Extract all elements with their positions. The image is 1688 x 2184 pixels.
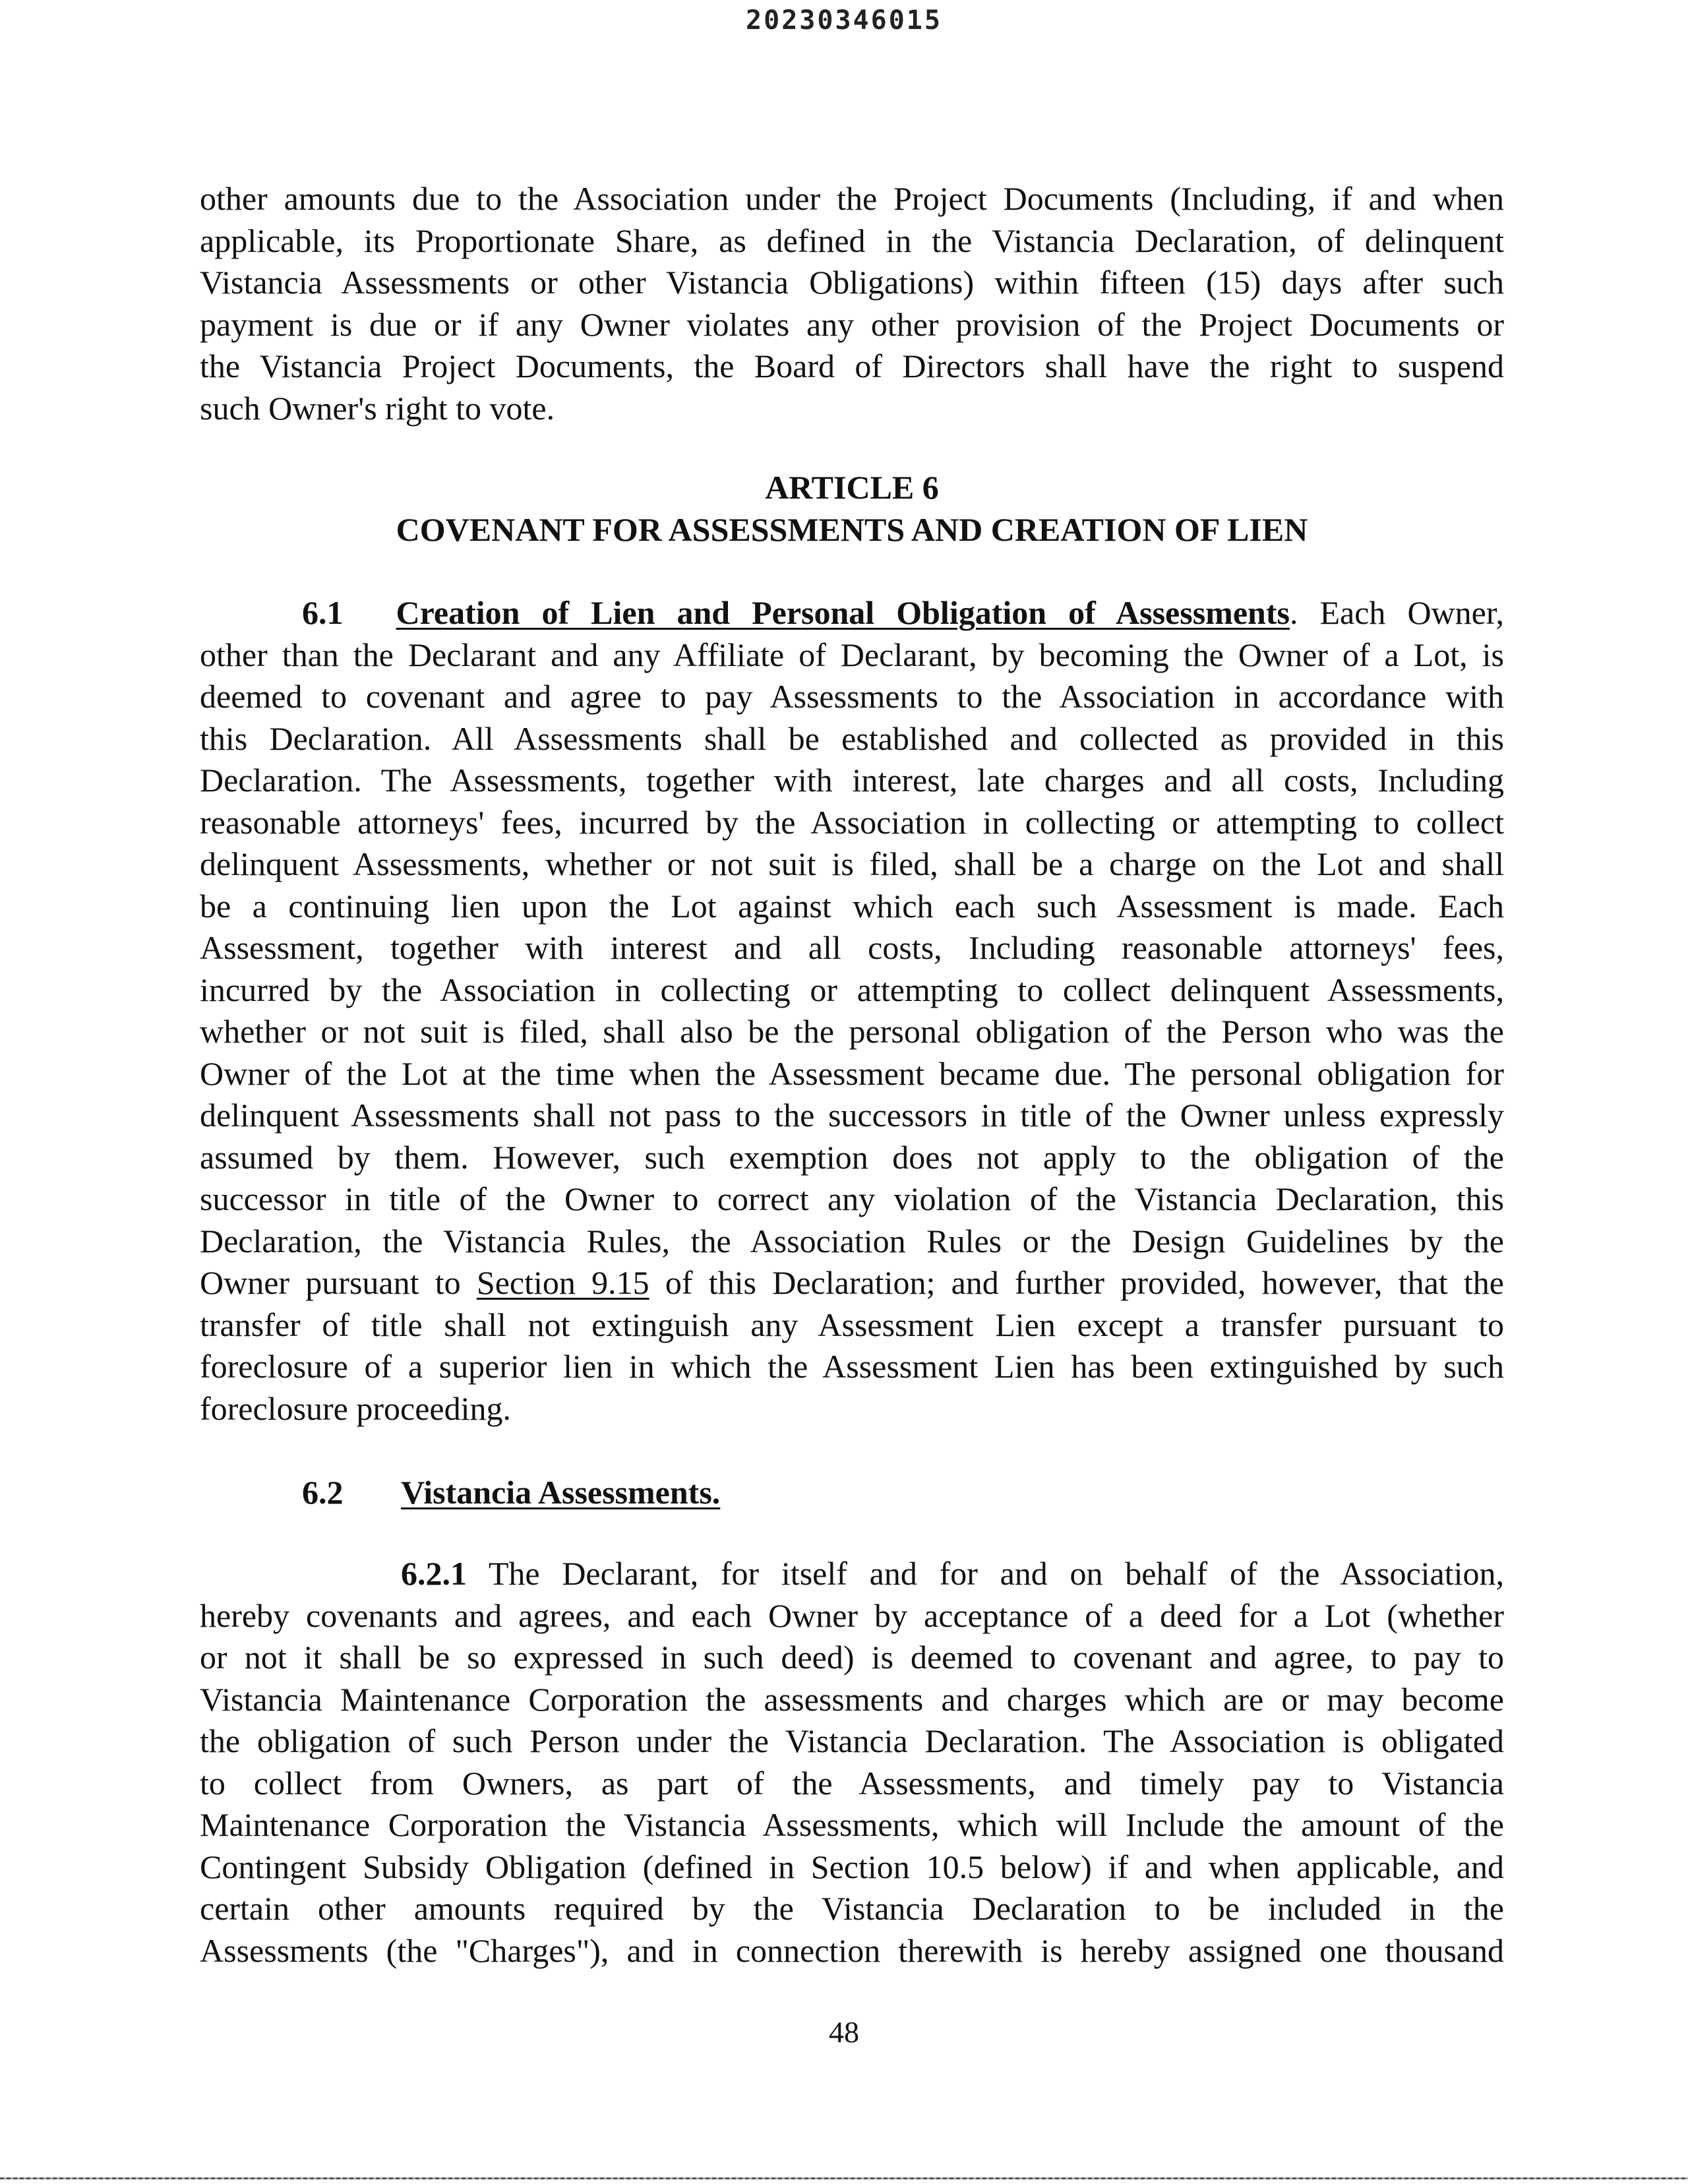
section-6-1	[200, 592, 1504, 1430]
section-6-2-1-first-line	[200, 1553, 1504, 1595]
paragraph-line: applicable, its Proportionate Share, as defined in the Vistancia Declaration, of delinquent	[200, 222, 1504, 259]
intro-paragraph	[200, 178, 1504, 429]
section-number: 6.1	[302, 594, 344, 631]
section-reference-link[interactable]: Section 9.15	[476, 1264, 649, 1301]
paragraph-line: Contingent Subsidy Obligation (defined in Section 10.5 below) if and when applicable, and	[200, 1848, 1504, 1885]
paragraph-line: Declaration. The Assessments, together with interest, late charges and all costs, Including	[200, 762, 1504, 799]
paragraph-line: other than the Declarant and any Affiliate of Declarant, by becoming the Owner of a Lot, is	[200, 636, 1504, 673]
paragraph-line: Assessment, together with interest and all costs, Including reasonable attorneys' fees,	[200, 929, 1504, 966]
paragraph-line: the Vistancia Project Documents, the Board of Directors shall have the right to suspend	[200, 348, 1504, 384]
subsection-number: 6.2.1	[401, 1555, 467, 1592]
subsection-first-line-text: The Declarant, for itself and for and on behalf of the Association,	[467, 1555, 1504, 1592]
paragraph-line: such Owner's right to vote.	[200, 389, 555, 427]
scan-edge-divider	[0, 2177, 1688, 2179]
article-title: COVENANT FOR ASSESSMENTS AND CREATION OF LIEN	[396, 511, 1308, 548]
article-number: ARTICLE 6	[765, 469, 939, 506]
paragraph-line: whether or not suit is filed, shall also be the personal obligation of the Person who was the	[200, 1013, 1504, 1050]
paragraph-line: transfer of title shall not extinguish any Assessment Lien except a transfer pursuant to	[200, 1306, 1504, 1343]
paragraph-line: Vistancia Assessments or other Vistancia Obligations) within fifteen (15) days after such	[200, 264, 1504, 301]
section-6-2-1	[200, 1553, 1504, 1972]
section-title: Creation of Lien and Personal Obligation of Assessments	[396, 594, 1290, 631]
paragraph-line: incurred by the Association in collecting or attempting to collect delinquent Assessments,	[200, 971, 1504, 1008]
section-6-1-first-line	[200, 592, 1504, 634]
paragraph-line: assumed by them. However, such exemption does not apply to the obligation of the	[200, 1138, 1504, 1176]
paragraph-line: payment is due or if any Owner violates any other provision of the Project Documents or	[200, 305, 1504, 343]
paragraph-line: or not it shall be so expressed in such deed) is deemed to covenant and agree, to pay to	[200, 1639, 1504, 1676]
paragraph-line: Maintenance Corporation the Vistancia Assessments, which will Include the amount of the	[200, 1806, 1504, 1843]
paragraph-line-with-reference: Owner pursuant to Section 9.15 of this Declaration; and further provided, however, that the	[200, 1264, 1504, 1301]
paragraph-line: certain other amounts required by the Vistancia Declaration to be included in the	[200, 1890, 1504, 1927]
page-number: 48	[829, 2015, 859, 2049]
section-6-2-number: 6.2	[302, 1474, 344, 1511]
document-number: 20230346015	[746, 5, 942, 36]
paragraph-line: foreclosure proceeding.	[200, 1389, 511, 1427]
paragraph-line: other amounts due to the Association under the Project Documents (Including, if and when	[200, 180, 1504, 217]
section-6-2-title: Vistancia Assessments.	[401, 1474, 721, 1511]
paragraph-line: Vistancia Maintenance Corporation the assessments and charges which are or may become	[200, 1680, 1504, 1718]
paragraph-line: reasonable attorneys' fees, incurred by the Association in collecting or attempting to collect	[200, 803, 1504, 841]
paragraph-line: the obligation of such Person under the Vistancia Declaration. The Association is obligated	[200, 1722, 1504, 1759]
paragraph-line: to collect from Owners, as part of the Assessments, and timely pay to Vistancia	[200, 1764, 1504, 1802]
paragraph-line: delinquent Assessments shall not pass to the successors in title of the Owner unless expressly	[200, 1097, 1504, 1134]
paragraph-line: Assessments (the "Charges"), and in connection therewith is hereby assigned one thousand	[200, 1931, 1504, 1969]
paragraph-line: deemed to covenant and agree to pay Assessments to the Association in accordance with	[200, 678, 1504, 715]
paragraph-line: this Declaration. All Assessments shall be established and collected as provided in this	[200, 719, 1504, 757]
section-first-line-text: . Each Owner,	[1289, 594, 1505, 631]
paragraph-line: successor in title of the Owner to correct any violation of the Vistancia Declaration, this	[200, 1180, 1504, 1217]
paragraph-line: be a continuing lien upon the Lot against which each such Assessment is made. Each	[200, 887, 1504, 925]
paragraph-line: delinquent Assessments, whether or not suit is filed, shall be a charge on the Lot and shall	[200, 845, 1504, 882]
paragraph-line: foreclosure of a superior lien in which the Assessment Lien has been extinguished by such	[200, 1348, 1504, 1385]
paragraph-line: Declaration, the Vistancia Rules, the Association Rules or the Design Guidelines by the	[200, 1222, 1504, 1259]
paragraph-line: hereby covenants and agrees, and each Owner by acceptance of a deed for a Lot (whether	[200, 1596, 1504, 1634]
paragraph-line: Owner of the Lot at the time when the Assessment became due. The personal obligation for	[200, 1054, 1504, 1092]
